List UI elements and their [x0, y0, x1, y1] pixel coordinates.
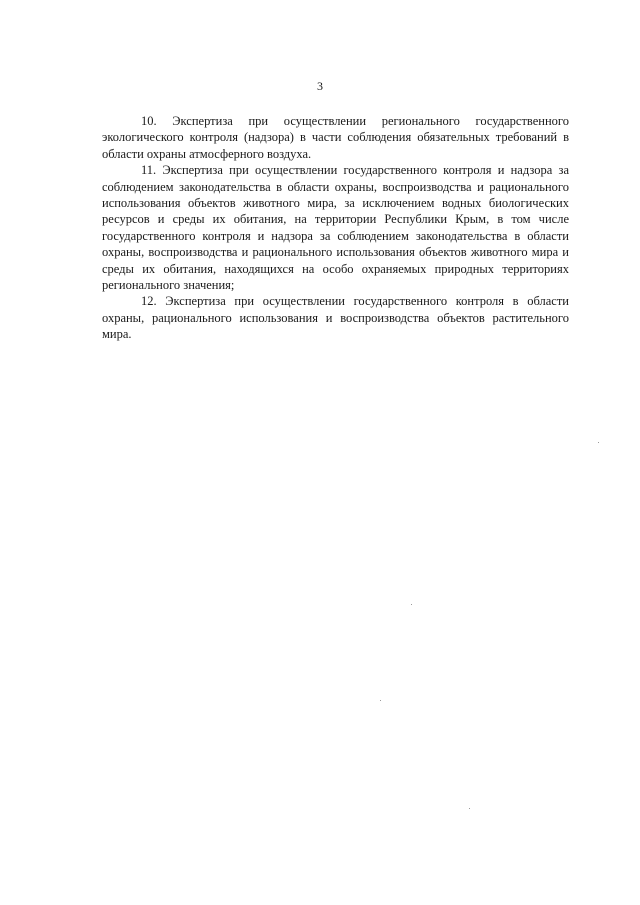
paragraph-12: 12. Экспертиза при осуществлении государственного контроля в области охраны, рационального использования и воспроизводства объектов растительного мира.	[102, 294, 569, 342]
scan-speck	[380, 700, 381, 701]
document-body	[102, 113, 569, 343]
scan-speck	[469, 808, 470, 809]
scan-speck	[598, 442, 599, 443]
paragraph-10: 10. Экспертиза при осуществлении регионального государственного экологического контроля (надзора) в части соблюдения обязательных требований в области охраны атмосферного воздуха.	[102, 114, 569, 161]
scan-speck	[411, 604, 412, 605]
page-number: 3	[317, 79, 323, 93]
paragraph-11: 11. Экспертиза при осуществлении государственного контроля и надзора за соблюдением законодательства в области охраны, воспроизводства и рационального использования объектов животного мира, за исключением водных биологических ресурсов и среды их обитания, на территории Республики Крым, в том числе государственного контроля и надзора за соблюдением законодательства в области охраны, воспроизводства и рационального использования объектов животного мира и среды их обитания, находящихся на особо охраняемых природных территориях регионального значения;	[102, 163, 569, 293]
